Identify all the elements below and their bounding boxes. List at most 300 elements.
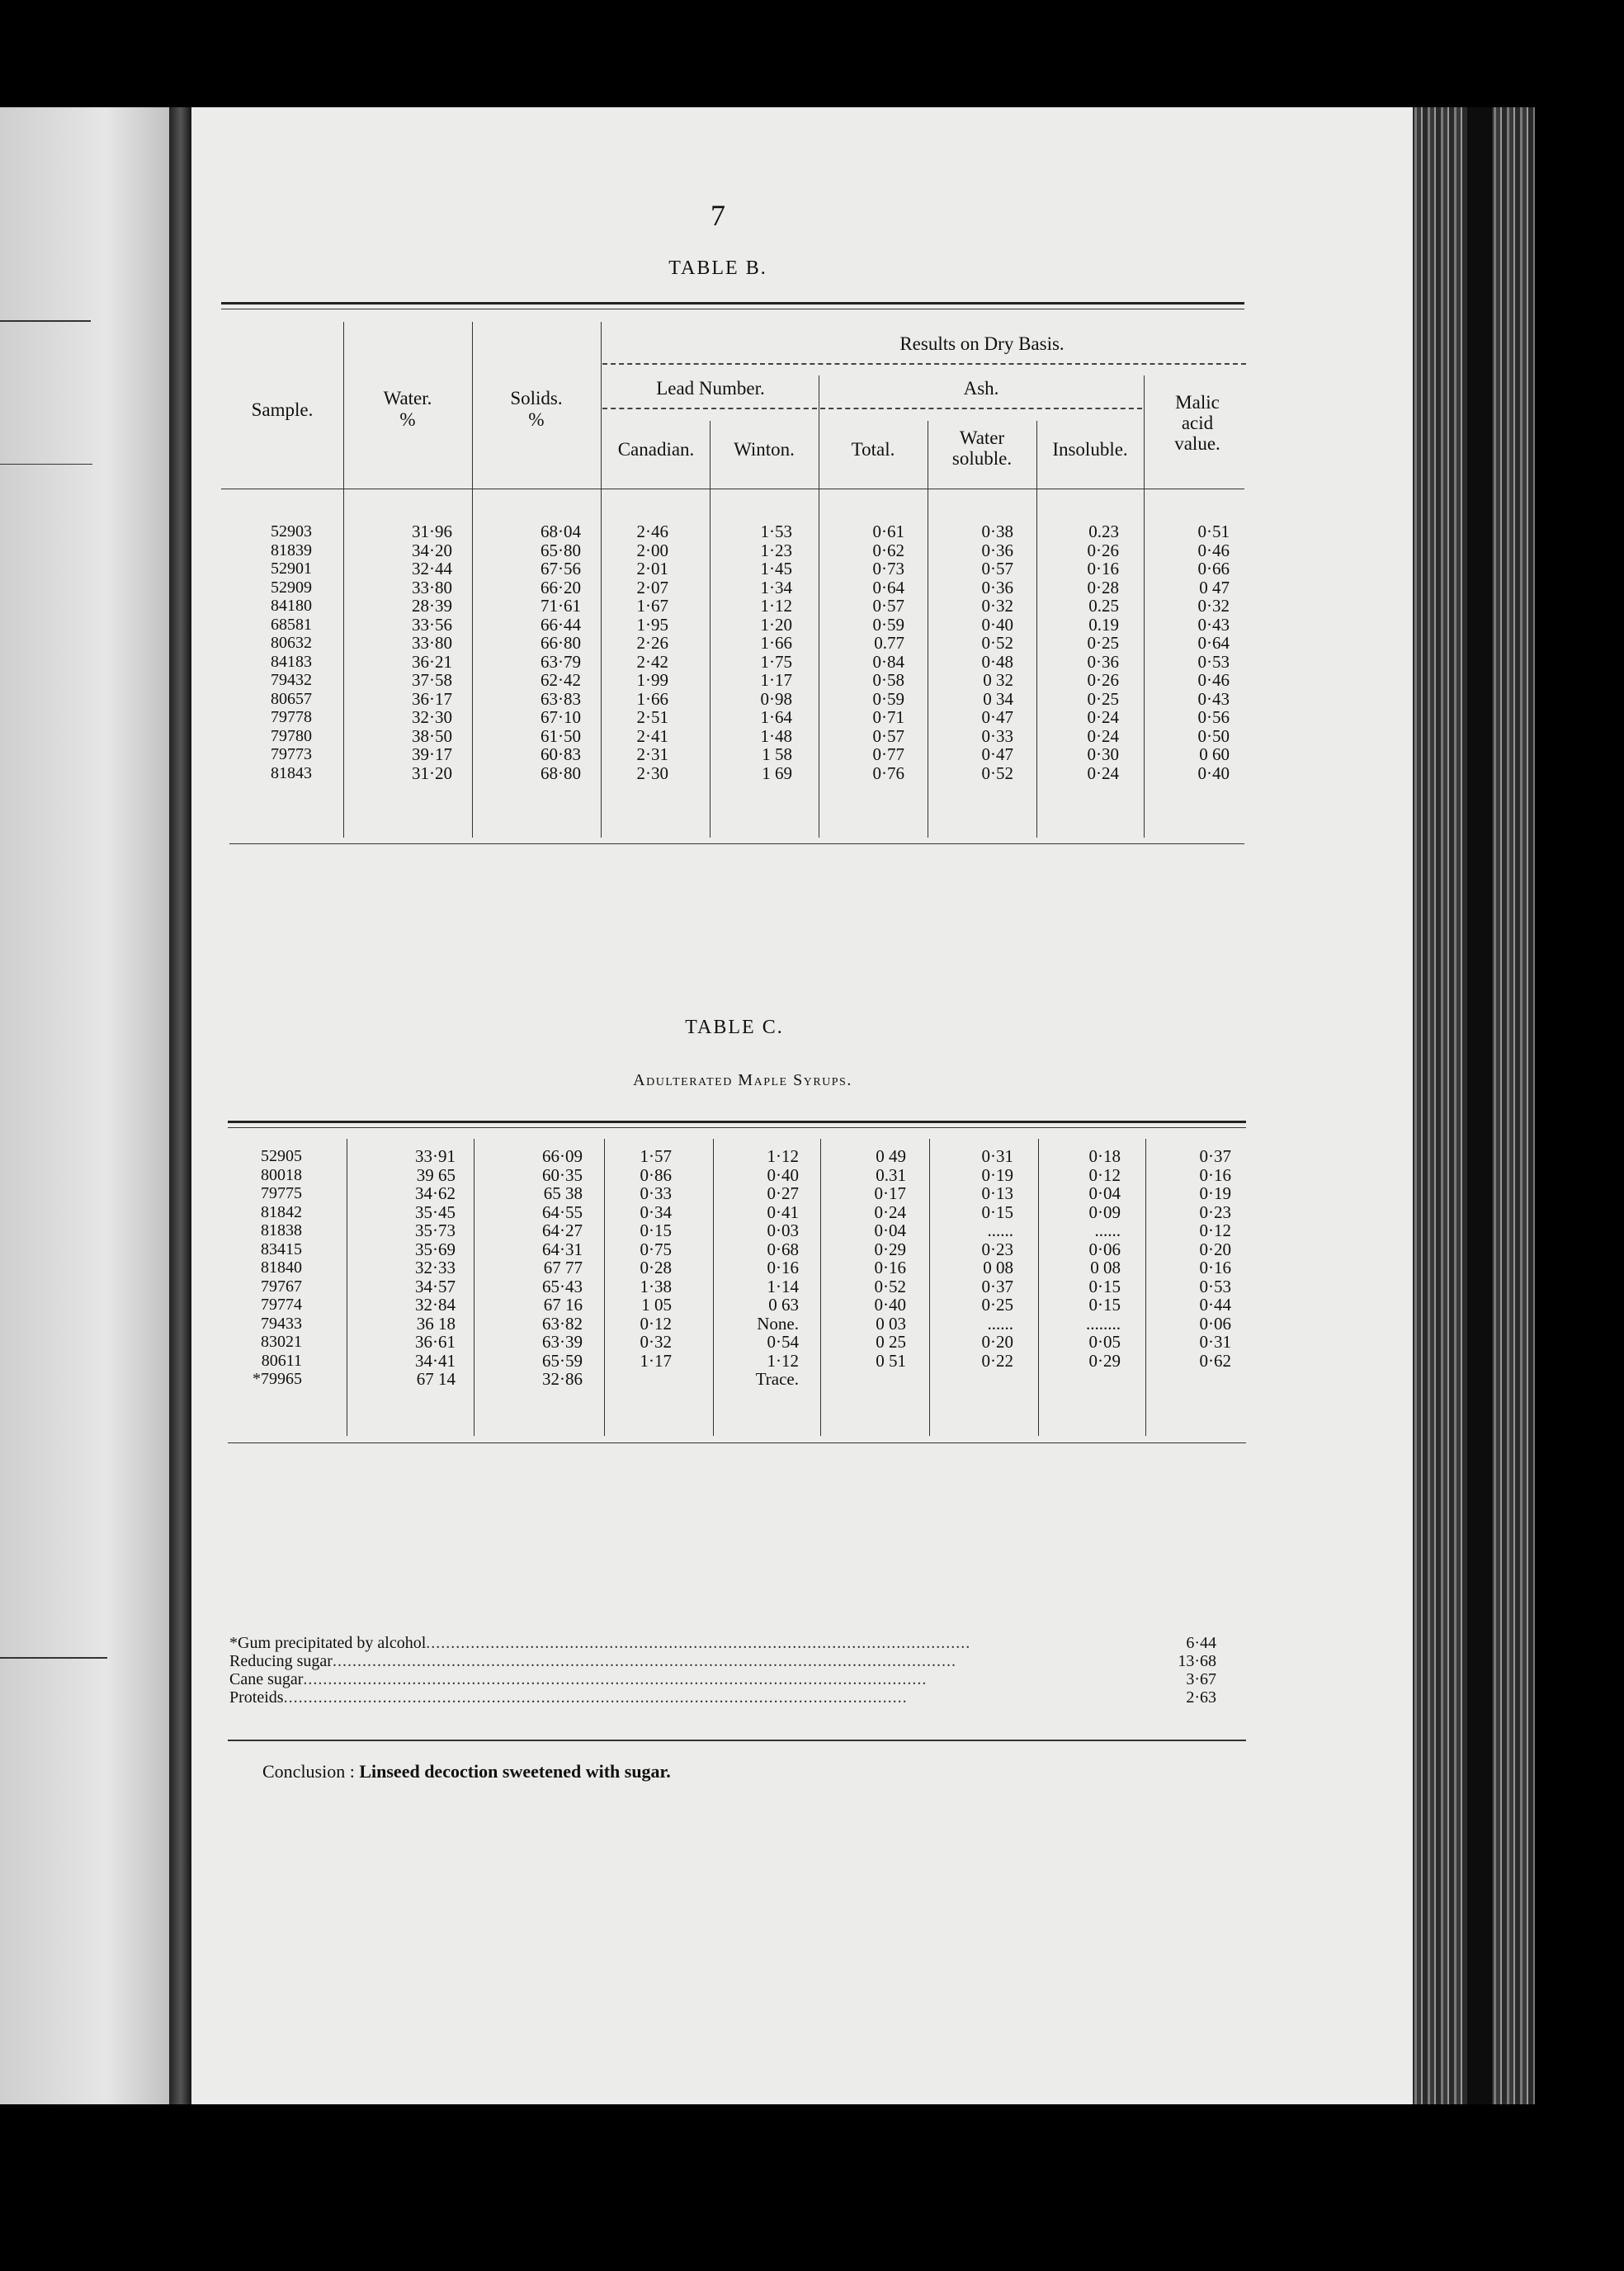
table-cell: 84180 bbox=[271, 597, 312, 615]
table-cell: 1·66 bbox=[760, 633, 792, 653]
table-cell: 0·98 bbox=[760, 688, 792, 709]
table-rule bbox=[228, 1127, 1246, 1128]
table-cell: 67 14 bbox=[416, 1369, 456, 1389]
table-cell: 36·17 bbox=[412, 688, 452, 709]
header-rule bbox=[602, 363, 1246, 365]
table-cell: 1·45 bbox=[760, 559, 792, 578]
table-cell: 0·15 bbox=[981, 1202, 1013, 1222]
table-cell: 0·31 bbox=[981, 1146, 1013, 1166]
table-cell: 68·04 bbox=[541, 522, 581, 541]
table-cell: 66·80 bbox=[541, 633, 581, 653]
table-cell: 1·75 bbox=[760, 651, 792, 672]
conclusion bbox=[262, 1761, 671, 1782]
column-ash-insoluble bbox=[1036, 522, 1119, 782]
table-cell: 79433 bbox=[261, 1314, 302, 1333]
column-sample bbox=[221, 522, 312, 782]
table-cell: 1·48 bbox=[760, 725, 792, 746]
footnote-label: Reducing sugar bbox=[229, 1652, 333, 1670]
table-cell: ...... bbox=[987, 1220, 1013, 1240]
table-cell: 1·12 bbox=[767, 1350, 799, 1371]
table-cell: 65·43 bbox=[542, 1276, 583, 1296]
table-cell: 1 05 bbox=[641, 1295, 672, 1315]
column-water bbox=[343, 522, 452, 782]
table-cell: 1·34 bbox=[760, 577, 792, 597]
table-cell: 0·46 bbox=[1197, 540, 1230, 560]
header-water: Water. bbox=[383, 388, 432, 408]
table-cell: 39 65 bbox=[416, 1164, 456, 1185]
column-solids bbox=[474, 1147, 583, 1389]
table-cell: 0·57 bbox=[981, 559, 1013, 578]
table-cell: 0·09 bbox=[1088, 1202, 1121, 1222]
book-gutter bbox=[169, 107, 192, 2104]
table-cell: 0·12 bbox=[1088, 1164, 1121, 1185]
table-cell: 83415 bbox=[261, 1239, 302, 1258]
header-insoluble: Insoluble. bbox=[1052, 439, 1128, 460]
leader-dots: .............................................................................................................................. bbox=[332, 1652, 956, 1670]
table-cell: 81839 bbox=[271, 541, 312, 559]
table-cell: 33·56 bbox=[412, 614, 452, 635]
column-malic bbox=[1144, 522, 1230, 782]
table-cell: 0 08 bbox=[983, 1258, 1013, 1277]
table-cell: 1·14 bbox=[767, 1276, 799, 1296]
table-cell: 1 58 bbox=[762, 744, 792, 764]
table-cell: 0·26 bbox=[1087, 670, 1119, 690]
table-cell: 2·31 bbox=[636, 744, 668, 764]
table-c-subtitle: Adulterated Maple Syrups. bbox=[633, 1071, 852, 1089]
table-cell: 1·12 bbox=[767, 1146, 799, 1166]
table-cell: 0·20 bbox=[1199, 1239, 1231, 1259]
table-cell: 52905 bbox=[261, 1147, 302, 1165]
leader-dots: .............................................................................................................................. bbox=[303, 1670, 928, 1688]
table-cell: 0·23 bbox=[1199, 1202, 1231, 1222]
table-cell: Trace. bbox=[755, 1369, 799, 1389]
table-cell: 0 32 bbox=[983, 670, 1013, 690]
table-cell: 0.77 bbox=[874, 633, 904, 653]
table-cell: 33·80 bbox=[412, 633, 452, 653]
header-solids-unit: % bbox=[528, 409, 545, 430]
table-cell: 0·16 bbox=[1087, 559, 1119, 578]
table-cell: 0·24 bbox=[1087, 763, 1119, 783]
table-cell: 0 51 bbox=[876, 1350, 906, 1371]
facing-page-rule bbox=[0, 320, 91, 322]
table-cell: 32·33 bbox=[415, 1258, 456, 1277]
leader-dots: .............................................................................................................. bbox=[426, 1634, 971, 1652]
table-cell: 81840 bbox=[261, 1258, 302, 1277]
table-cell: 35·69 bbox=[415, 1239, 456, 1259]
table-cell: 0·04 bbox=[1088, 1183, 1121, 1203]
header-total: Total. bbox=[851, 439, 895, 460]
table-cell: 0·28 bbox=[640, 1258, 672, 1277]
table-cell: 0·64 bbox=[872, 577, 904, 597]
column-ash-water-soluble bbox=[929, 1147, 1013, 1389]
table-cell: 1·95 bbox=[636, 614, 668, 635]
table-cell: 33·91 bbox=[415, 1146, 456, 1166]
table-cell: 0·30 bbox=[1087, 744, 1119, 764]
column-solids bbox=[472, 522, 581, 782]
conclusion-text: Linseed decoction sweetened with sugar. bbox=[359, 1761, 671, 1782]
table-cell: 65 38 bbox=[543, 1183, 583, 1203]
header-sample: Sample. bbox=[251, 399, 314, 420]
header-lead-number: Lead Number. bbox=[656, 378, 765, 399]
column-ash-total bbox=[820, 1147, 906, 1389]
footnote-label: Proteids bbox=[229, 1688, 284, 1707]
column-ash-total bbox=[819, 522, 904, 782]
table-cell: None. bbox=[757, 1313, 799, 1334]
table-cell: 0·25 bbox=[981, 1295, 1013, 1315]
table-cell: 79780 bbox=[271, 726, 312, 745]
table-cell: 2·30 bbox=[636, 763, 668, 783]
table-cell: 84183 bbox=[271, 652, 312, 671]
table-cell: 0·34 bbox=[640, 1202, 672, 1222]
table-cell: 67·10 bbox=[541, 707, 581, 727]
table-cell: 32·30 bbox=[412, 707, 452, 727]
table-cell: 0·47 bbox=[981, 744, 1013, 764]
table-cell: 0·50 bbox=[1197, 725, 1230, 746]
table-cell: 0·25 bbox=[1087, 688, 1119, 709]
table-cell: 0·52 bbox=[981, 763, 1013, 783]
table-cell: 79774 bbox=[261, 1296, 302, 1314]
table-cell: 0·46 bbox=[1197, 670, 1230, 690]
table-cell: 0·66 bbox=[1197, 559, 1230, 578]
table-cell: 0·68 bbox=[767, 1239, 799, 1259]
table-cell: 63·83 bbox=[541, 688, 581, 709]
table-cell: 35·45 bbox=[415, 1202, 456, 1222]
table-b-title: TABLE B. bbox=[668, 257, 767, 279]
table-cell: 28·39 bbox=[412, 596, 452, 616]
table-cell: ...... bbox=[987, 1313, 1013, 1334]
table-cell: 0 25 bbox=[876, 1332, 906, 1352]
table-cell: 0·41 bbox=[767, 1202, 799, 1222]
header-canadian: Canadian. bbox=[617, 439, 695, 460]
facing-page-rule bbox=[0, 464, 92, 465]
table-cell: 0·53 bbox=[1197, 651, 1230, 672]
table-cell: 79778 bbox=[271, 708, 312, 726]
table-cell: 0·03 bbox=[767, 1220, 799, 1240]
column-canadian bbox=[604, 1147, 672, 1389]
column-canadian bbox=[602, 522, 668, 782]
table-cell bbox=[1145, 1370, 1231, 1389]
table-cell: 0·23 bbox=[981, 1239, 1013, 1259]
table-cell: 0·04 bbox=[874, 1220, 906, 1240]
table-cell: 0.23 bbox=[1088, 522, 1119, 541]
table-cell: 67 77 bbox=[543, 1258, 583, 1277]
table-cell: 0·15 bbox=[640, 1220, 672, 1240]
footnote-rule bbox=[228, 1740, 1246, 1741]
table-cell: 0·13 bbox=[981, 1183, 1013, 1203]
column-water bbox=[347, 1147, 456, 1389]
table-cell: 34·41 bbox=[415, 1350, 456, 1371]
header-ash: Ash. bbox=[963, 378, 999, 399]
table-cell: 64·31 bbox=[542, 1239, 583, 1259]
table-cell: 1·53 bbox=[760, 522, 792, 541]
table-cell: 68·80 bbox=[541, 763, 581, 783]
table-cell: 62·42 bbox=[541, 670, 581, 690]
footnote-label: Cane sugar bbox=[229, 1670, 304, 1688]
table-cell: 2·07 bbox=[636, 577, 668, 597]
table-cell: 32·86 bbox=[542, 1369, 583, 1389]
table-cell: 39·17 bbox=[412, 744, 452, 764]
table-cell bbox=[1038, 1370, 1121, 1389]
header-water-soluble-2: soluble. bbox=[951, 448, 1013, 469]
table-cell: 2·00 bbox=[636, 540, 668, 560]
table-cell: 0 34 bbox=[983, 688, 1013, 709]
table-cell: 64·55 bbox=[542, 1202, 583, 1222]
column-ash-insoluble bbox=[1038, 1147, 1121, 1389]
table-cell: 52903 bbox=[271, 522, 312, 541]
table-cell: 0·37 bbox=[1199, 1146, 1231, 1166]
table-cell: 0·53 bbox=[1199, 1276, 1231, 1296]
table-cell: 0·29 bbox=[1088, 1350, 1121, 1371]
table-cell: 0 60 bbox=[1199, 744, 1230, 764]
table-cell: 79775 bbox=[261, 1184, 302, 1202]
table-cell: 0·05 bbox=[1088, 1332, 1121, 1352]
table-cell: 80611 bbox=[261, 1351, 302, 1370]
table-cell: 0·58 bbox=[872, 670, 904, 690]
table-cell: 31·96 bbox=[412, 522, 452, 541]
table-cell: 0·75 bbox=[640, 1239, 672, 1259]
table-cell bbox=[604, 1370, 672, 1389]
table-cell: 2·46 bbox=[636, 522, 668, 541]
table-cell: 0·16 bbox=[1199, 1258, 1231, 1277]
table-cell: 65·59 bbox=[542, 1350, 583, 1371]
table-cell: 52901 bbox=[271, 559, 312, 578]
table-cell: 80657 bbox=[271, 689, 312, 708]
column-divider bbox=[601, 322, 602, 838]
table-cell: 0·40 bbox=[1197, 763, 1230, 783]
table-cell: 0·31 bbox=[1199, 1332, 1231, 1352]
table-cell: 1·20 bbox=[760, 614, 792, 635]
table-rule bbox=[229, 843, 1244, 844]
table-cell: 0·59 bbox=[872, 614, 904, 635]
table-cell: 64·27 bbox=[542, 1220, 583, 1240]
table-cell: 31·20 bbox=[412, 763, 452, 783]
table-cell: 0·62 bbox=[872, 540, 904, 560]
header-rule bbox=[820, 408, 1142, 409]
table-cell: 32·44 bbox=[412, 559, 452, 578]
table-cell: 0·56 bbox=[1197, 707, 1230, 727]
table-cell: 2·51 bbox=[636, 707, 668, 727]
table-cell: 0·36 bbox=[1087, 651, 1119, 672]
table-cell: 2·26 bbox=[636, 633, 668, 653]
table-rule bbox=[221, 302, 1244, 305]
column-winton bbox=[710, 522, 792, 782]
table-cell: 0·29 bbox=[874, 1239, 906, 1259]
table-cell: 0 03 bbox=[876, 1313, 906, 1334]
table-cell: 79767 bbox=[261, 1277, 302, 1296]
footnote-value: 13·68 bbox=[1155, 1652, 1216, 1671]
table-cell: 0·20 bbox=[981, 1332, 1013, 1352]
table-cell: 0·06 bbox=[1199, 1313, 1231, 1334]
table-cell: 34·57 bbox=[415, 1276, 456, 1296]
table-cell: 1·66 bbox=[636, 688, 668, 709]
table-cell bbox=[820, 1370, 906, 1389]
page-edges bbox=[1409, 107, 1535, 2104]
table-cell: 0·61 bbox=[872, 522, 904, 541]
table-cell: 0·48 bbox=[981, 651, 1013, 672]
header-water-unit: % bbox=[399, 409, 416, 430]
table-cell: 0·16 bbox=[1199, 1164, 1231, 1185]
table-cell: 0·27 bbox=[767, 1183, 799, 1203]
footnote-value: 2·63 bbox=[1155, 1688, 1216, 1707]
table-cell: 0 49 bbox=[876, 1146, 906, 1166]
table-cell: 0·24 bbox=[1087, 707, 1119, 727]
table-cell: 80632 bbox=[271, 634, 312, 652]
table-cell: 0·12 bbox=[1199, 1220, 1231, 1240]
page-number: 7 bbox=[710, 199, 725, 232]
table-cell: 81842 bbox=[261, 1202, 302, 1221]
table-cell: 0·47 bbox=[981, 707, 1013, 727]
table-cell: 81843 bbox=[271, 763, 312, 782]
table-cell: 2·42 bbox=[636, 651, 668, 672]
table-cell: 34·62 bbox=[415, 1183, 456, 1203]
table-cell: 0·37 bbox=[981, 1276, 1013, 1296]
footnote-row bbox=[229, 1634, 1220, 1653]
table-cell: 32·84 bbox=[415, 1295, 456, 1315]
table-cell: 36·61 bbox=[415, 1332, 456, 1352]
table-cell: 66·44 bbox=[541, 614, 581, 635]
table-cell: 0·33 bbox=[640, 1183, 672, 1203]
header-solids: Solids. bbox=[510, 388, 563, 408]
table-cell: 0·28 bbox=[1087, 577, 1119, 597]
table-cell: 1·17 bbox=[760, 670, 792, 690]
table-cell: 0·76 bbox=[872, 763, 904, 783]
table-cell: 34·20 bbox=[412, 540, 452, 560]
table-cell: 63·39 bbox=[542, 1332, 583, 1352]
table-cell: 0·71 bbox=[872, 707, 904, 727]
table-cell: 1·23 bbox=[760, 540, 792, 560]
table-cell: 63·79 bbox=[541, 651, 581, 672]
table-cell: 0·51 bbox=[1197, 522, 1230, 541]
column-winton bbox=[713, 1147, 799, 1389]
table-cell: 0·54 bbox=[767, 1332, 799, 1352]
table-rule bbox=[228, 1442, 1246, 1443]
table-cell: 0·40 bbox=[767, 1164, 799, 1185]
table-c-title: TABLE C. bbox=[685, 1017, 784, 1038]
table-cell: 0·77 bbox=[872, 744, 904, 764]
header-malic-3: value. bbox=[1174, 433, 1220, 454]
table-cell: 1·57 bbox=[640, 1146, 672, 1166]
table-cell: 83021 bbox=[261, 1333, 302, 1351]
column-ash-water-soluble bbox=[928, 522, 1013, 782]
table-cell: 0 63 bbox=[768, 1295, 799, 1315]
table-cell: 38·50 bbox=[412, 725, 452, 746]
table-cell: 0·12 bbox=[640, 1313, 672, 1334]
table-cell: 0·24 bbox=[1087, 725, 1119, 746]
footnote-label: *Gum precipitated by alcohol bbox=[229, 1634, 427, 1652]
table-cell: 0·73 bbox=[872, 559, 904, 578]
column-sample bbox=[228, 1147, 302, 1389]
table-cell: 0·44 bbox=[1199, 1295, 1231, 1315]
table-cell: ...... bbox=[1094, 1220, 1121, 1240]
table-cell: 66·20 bbox=[541, 577, 581, 597]
table-cell: 2·01 bbox=[636, 559, 668, 578]
table-cell: 36·21 bbox=[412, 651, 452, 672]
table-cell: 1·67 bbox=[636, 596, 668, 616]
table-cell: 1 69 bbox=[762, 763, 792, 783]
table-cell: 61·50 bbox=[541, 725, 581, 746]
table-cell: 2·41 bbox=[636, 725, 668, 746]
table-cell: 0.19 bbox=[1088, 614, 1119, 635]
table-cell: 0 08 bbox=[1090, 1258, 1121, 1277]
table-cell: 37·58 bbox=[412, 670, 452, 690]
footnote-row bbox=[229, 1670, 1220, 1689]
facing-page-rule bbox=[0, 1657, 107, 1659]
table-cell: 0·15 bbox=[1088, 1276, 1121, 1296]
table-cell: 0·36 bbox=[981, 540, 1013, 560]
facing-page bbox=[0, 107, 177, 2104]
table-cell: 1·17 bbox=[640, 1350, 672, 1371]
column-malic bbox=[1145, 1147, 1231, 1389]
table-cell: 0·52 bbox=[874, 1276, 906, 1296]
table-cell: 0·16 bbox=[767, 1258, 799, 1277]
header-dry-basis: Results on Dry Basis. bbox=[899, 333, 1065, 354]
table-cell: 0·32 bbox=[640, 1332, 672, 1352]
table-cell: 0·25 bbox=[1087, 633, 1119, 653]
header-malic-2: acid bbox=[1181, 413, 1214, 433]
table-cell: 0·15 bbox=[1088, 1295, 1121, 1315]
table-cell: 1·12 bbox=[760, 596, 792, 616]
table-cell: 52909 bbox=[271, 578, 312, 597]
table-cell: *79965 bbox=[253, 1370, 302, 1388]
table-cell: 67·56 bbox=[541, 559, 581, 578]
leader-dots: .............................................................................................................................. bbox=[283, 1688, 908, 1707]
table-cell: 60·83 bbox=[541, 744, 581, 764]
table-cell: 0·59 bbox=[872, 688, 904, 709]
table-cell: 0·17 bbox=[874, 1183, 906, 1203]
footnote-value: 6·44 bbox=[1155, 1634, 1216, 1653]
table-cell: 0·43 bbox=[1197, 614, 1230, 635]
table-cell: 36 18 bbox=[416, 1313, 456, 1334]
table-cell: 60·35 bbox=[542, 1164, 583, 1185]
table-cell: 0.31 bbox=[876, 1164, 906, 1185]
table-cell: 66·09 bbox=[542, 1146, 583, 1166]
table-cell: 0·57 bbox=[872, 725, 904, 746]
table-cell: 71·61 bbox=[541, 596, 581, 616]
table-cell: 65·80 bbox=[541, 540, 581, 560]
table-cell: 0·19 bbox=[1199, 1183, 1231, 1203]
table-cell: 33·80 bbox=[412, 577, 452, 597]
table-cell: 1·64 bbox=[760, 707, 792, 727]
table-cell: 79432 bbox=[271, 671, 312, 689]
header-malic: Malic bbox=[1175, 392, 1220, 413]
table-cell: 63·82 bbox=[542, 1313, 583, 1334]
table-cell bbox=[929, 1370, 1013, 1389]
conclusion-label: Conclusion : bbox=[262, 1761, 355, 1782]
table-cell: 68581 bbox=[271, 615, 312, 634]
table-cell: 0·57 bbox=[872, 596, 904, 616]
table-cell: 35·73 bbox=[415, 1220, 456, 1240]
table-cell: 0·33 bbox=[981, 725, 1013, 746]
table-cell: 0·64 bbox=[1197, 633, 1230, 653]
table-cell: 0·43 bbox=[1197, 688, 1230, 709]
table-cell: 0·19 bbox=[981, 1164, 1013, 1185]
table-cell: 81838 bbox=[261, 1221, 302, 1239]
table-cell: 0·18 bbox=[1088, 1146, 1121, 1166]
table-cell: 0·06 bbox=[1088, 1239, 1121, 1259]
table-cell: 0·24 bbox=[874, 1202, 906, 1222]
table-cell: 79773 bbox=[271, 745, 312, 763]
table-cell: 0·40 bbox=[874, 1295, 906, 1315]
table-cell: 0·86 bbox=[640, 1164, 672, 1185]
header-rule bbox=[602, 408, 817, 409]
table-cell: 0·38 bbox=[981, 522, 1013, 541]
footnote-row bbox=[229, 1688, 1220, 1707]
table-cell: 67 16 bbox=[543, 1295, 583, 1315]
table-cell: 0·62 bbox=[1199, 1350, 1231, 1371]
footnote-row bbox=[229, 1652, 1220, 1671]
table-cell: 0·84 bbox=[872, 651, 904, 672]
header-winton: Winton. bbox=[734, 439, 795, 460]
